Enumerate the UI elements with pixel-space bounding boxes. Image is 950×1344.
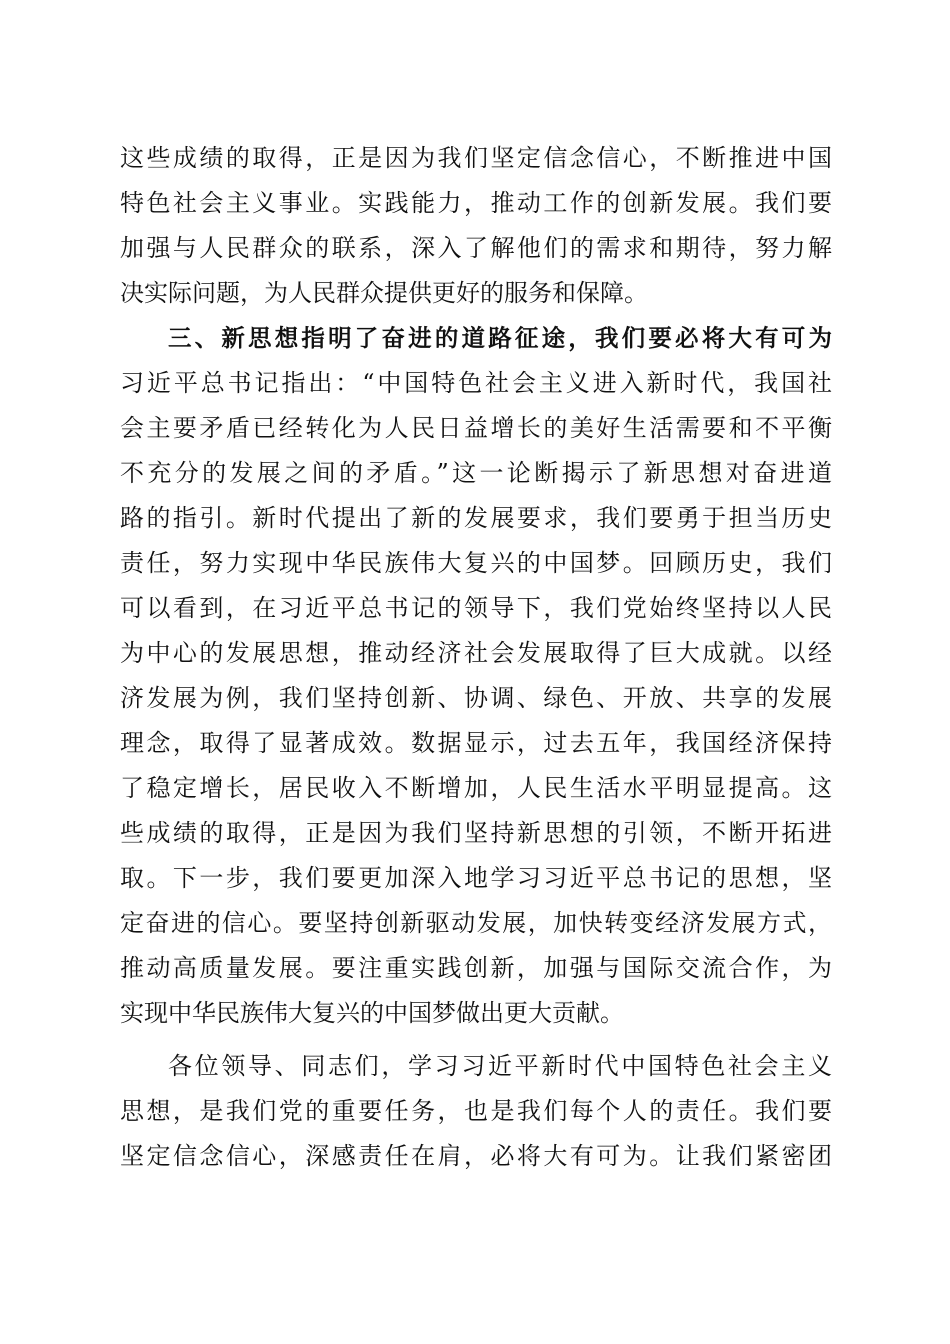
text-line: 济发展为例，我们坚持创新、协调、绿色、开放、共享的发展 xyxy=(120,684,832,712)
paragraph-3 xyxy=(120,1044,832,1179)
text-line: 路的指引。新时代提出了新的发展要求，我们要勇于担当历史 xyxy=(120,504,832,532)
paragraph-1 xyxy=(120,136,832,316)
text-line: 理念，取得了显著成效。数据显示，过去五年，我国经济保持 xyxy=(120,729,832,757)
text-line: 了稳定增长，居民收入不断增加，人民生活水平明显提高。这 xyxy=(120,774,832,802)
paragraph-2 xyxy=(120,361,832,1036)
text-line: 特色社会主义事业。实践能力，推动工作的创新发展。我们要 xyxy=(120,189,832,217)
text-line: 这些成绩的取得，正是因为我们坚定信念信心，不断推进中国 xyxy=(120,144,832,172)
text-line: 责任，努力实现中华民族伟大复兴的中国梦。回顾历史，我们 xyxy=(120,549,832,577)
text-line: 各位领导、同志们，学习习近平新时代中国特色社会主义 xyxy=(168,1052,832,1080)
text-line: 推动高质量发展。要注重实践创新，加强与国际交流合作，为 xyxy=(120,954,832,982)
paragraph-gap xyxy=(120,1036,832,1044)
text-line: 决实际问题，为人民群众提供更好的服务和保障。 xyxy=(120,279,648,307)
text-line: 思想，是我们党的重要任务，也是我们每个人的责任。我们要 xyxy=(120,1097,832,1125)
text-line: 为中心的发展思想，推动经济社会发展取得了巨大成就。以经 xyxy=(120,639,832,667)
section-heading: 三、新思想指明了奋进的道路征途，我们要必将大有可为 xyxy=(168,324,832,352)
text-line: 实现中华民族伟大复兴的中国梦做出更大贡献。 xyxy=(120,999,624,1027)
text-line: 可以看到，在习近平总书记的领导下，我们党始终坚持以人民 xyxy=(120,594,832,622)
document-body xyxy=(120,136,832,1179)
text-line: 坚定信念信心，深感责任在肩，必将大有可为。让我们紧密团 xyxy=(120,1142,832,1170)
text-line: 些成绩的取得，正是因为我们坚持新思想的引领，不断开拓进 xyxy=(120,819,832,847)
text-line: 定奋进的信心。要坚持创新驱动发展，加快转变经济发展方式， xyxy=(120,909,832,937)
text-line: 会主要矛盾已经转化为人民日益增长的美好生活需要和不平衡 xyxy=(120,414,832,442)
text-line: 不充分的发展之间的矛盾。”这一论断揭示了新思想对奋进道 xyxy=(120,459,832,487)
text-line: 习近平总书记指出：“中国特色社会主义进入新时代，我国社 xyxy=(120,369,832,397)
text-line: 取。下一步，我们要更加深入地学习习近平总书记的思想，坚 xyxy=(120,864,832,892)
text-line: 加强与人民群众的联系，深入了解他们的需求和期待，努力解 xyxy=(120,234,832,262)
